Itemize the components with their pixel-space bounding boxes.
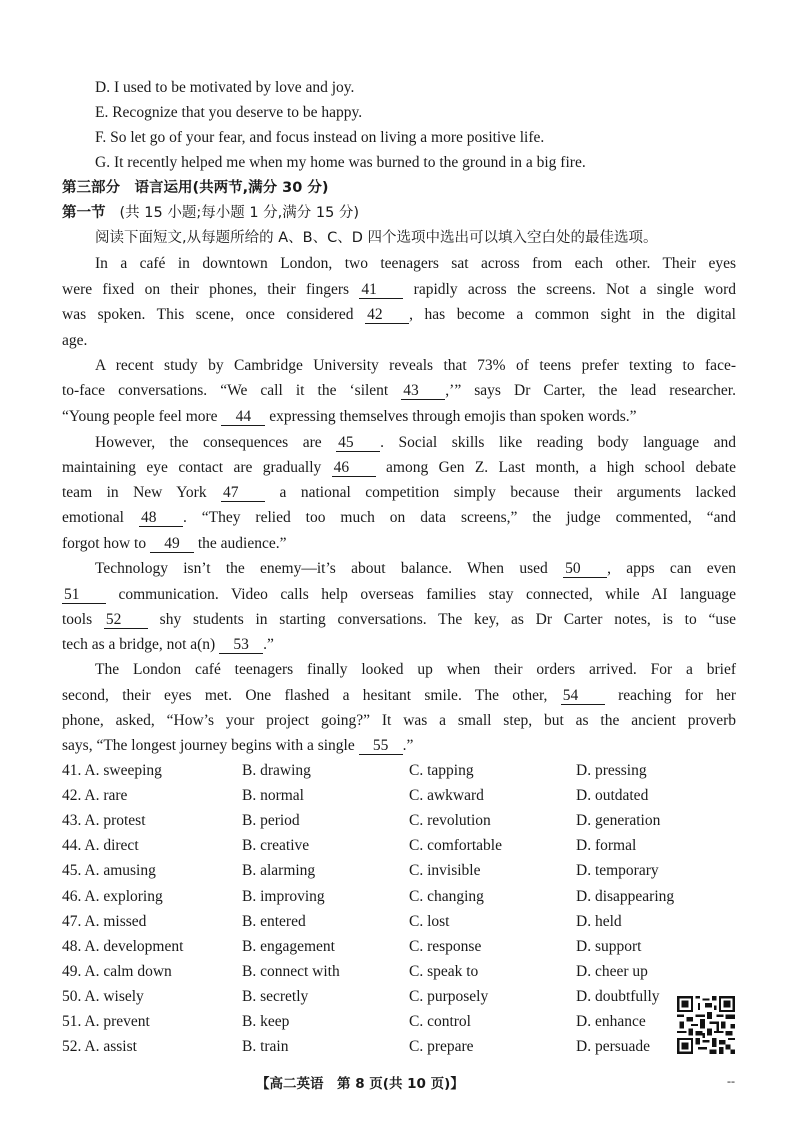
answer-row xyxy=(62,987,682,1007)
answer-option-b[interactable]: B. drawing xyxy=(242,762,311,779)
answer-row xyxy=(62,912,682,932)
answer-option-b[interactable]: B. creative xyxy=(242,837,310,855)
answer-option-d[interactable]: D. outdated xyxy=(576,787,649,805)
passage-p3-line1: However, the consequences are 45 . Social skills like reading body language and xyxy=(95,434,736,451)
answer-option-a[interactable]: 50. A. wisely xyxy=(62,987,144,1005)
blank-46[interactable]: 46 xyxy=(332,460,376,477)
answer-option-d[interactable]: D. doubtfully xyxy=(576,987,660,1005)
qr-code-icon xyxy=(676,996,736,1054)
passage-p5-line1: The London café teenagers finally looked up when their orders arrived. For a brief xyxy=(95,661,736,678)
passage-p3-line3: team in New York 47 a national competition simply because their arguments lacked xyxy=(62,484,736,501)
answer-option-a[interactable]: 49. A. calm down xyxy=(62,962,172,980)
passage-p4-line1: Technology isn’t the enemy—it’s about balance. When used 50 , apps can even xyxy=(95,560,736,577)
answer-option-c[interactable]: C. prepare xyxy=(409,1038,474,1056)
passage-p5-line3: phone, asked, “How’s your project going?” It was a small step, but as the ancient proverb xyxy=(62,712,736,729)
answer-option-b[interactable]: B. normal xyxy=(242,787,304,805)
blank-55[interactable]: 55 xyxy=(359,738,403,755)
answer-row xyxy=(62,962,682,982)
answer-option-d[interactable]: D. support xyxy=(576,937,642,955)
instruction: 阅读下面短文,从每题所给的 A、B、C、D 四个选项中选出可以填入空白处的最佳选项。 xyxy=(95,230,658,246)
option-e: E. Recognize that you deserve to be happy. xyxy=(95,104,363,121)
passage-p2-line1: A recent study by Cambridge University reveals that 73% of teens prefer texting to face- xyxy=(95,357,736,374)
passage-p5-line4: says, “The longest journey begins with a single 55 .” xyxy=(62,737,414,754)
answer-option-a[interactable]: 47. A. missed xyxy=(62,912,147,930)
answer-option-d[interactable]: D. formal xyxy=(576,837,637,855)
passage-p1-line3: was spoken. This scene, once considered 42 , has become a common sight in the digital xyxy=(62,306,736,323)
answer-option-d[interactable]: D. temporary xyxy=(576,862,659,880)
answer-option-a[interactable]: 52. A. assist xyxy=(62,1038,137,1056)
answer-option-a[interactable]: 51. A. prevent xyxy=(62,1013,150,1030)
answer-option-c[interactable]: C. awkward xyxy=(409,787,484,805)
blank-54[interactable]: 54 xyxy=(561,688,605,705)
answer-option-a[interactable]: 46. A. exploring xyxy=(62,887,163,905)
answer-option-d[interactable]: D. pressing xyxy=(576,762,647,779)
option-f: F. So let go of your fear, and focus instead on living a more positive life. xyxy=(95,129,545,146)
answer-option-d[interactable]: D. generation xyxy=(576,812,661,830)
corner-mark: -- xyxy=(727,1074,735,1088)
answer-option-b[interactable]: B. keep xyxy=(242,1013,290,1030)
passage-p3-line4: emotional 48 . “They relied too much on data screens,” the judge commented, “and xyxy=(62,509,736,526)
answer-row xyxy=(62,1037,682,1057)
option-d: D. I used to be motivated by love and joy. xyxy=(95,79,355,96)
answer-option-c[interactable]: C. response xyxy=(409,937,482,955)
passage-p2-line3: “Young people feel more 44 expressing themselves through emojis than spoken words.” xyxy=(62,408,637,425)
answer-option-c[interactable]: C. revolution xyxy=(409,812,491,830)
answer-option-d[interactable]: D. disappearing xyxy=(576,887,675,905)
passage-p4-line3: tools 52 shy students in starting conversations. The key, as Dr Carter notes, is to “use xyxy=(62,611,736,628)
answer-option-a[interactable]: 43. A. protest xyxy=(62,812,146,830)
answer-option-b[interactable]: B. train xyxy=(242,1038,289,1056)
answer-row xyxy=(62,861,682,881)
passage-p1-line1: In a café in downtown London, two teenagers sat across from each other. Their eyes xyxy=(95,255,736,272)
answer-option-c[interactable]: C. control xyxy=(409,1013,471,1030)
passage-p4-line4: tech as a bridge, not a(n) 53 .” xyxy=(62,636,274,653)
passage-p5-line2: second, their eyes met. One flashed a hesitant smile. The other, 54 reaching for her xyxy=(62,687,736,704)
answer-option-d[interactable]: D. persuade xyxy=(576,1038,651,1056)
section1-title: 第一节 xyxy=(62,205,106,221)
answer-option-b[interactable]: B. alarming xyxy=(242,862,316,880)
blank-48[interactable]: 48 xyxy=(139,510,183,527)
passage-p3-line2: maintaining eye contact are gradually 46 among Gen Z. Last month, a high school debate xyxy=(62,459,736,476)
option-g: G. It recently helped me when my home was burned to the ground in a big fire. xyxy=(95,154,586,171)
passage-p4-line2: 51 communication. Video calls help overseas families stay connected, while AI language xyxy=(64,586,736,603)
blank-51[interactable]: 51 xyxy=(62,587,106,604)
answer-option-c[interactable]: C. lost xyxy=(409,912,450,930)
blank-44[interactable]: 44 xyxy=(221,409,265,426)
answer-option-b[interactable]: B. secretly xyxy=(242,987,309,1005)
page-footer: 【高二英语 第 8 页(共 10 页)】 xyxy=(256,1076,464,1092)
answer-option-b[interactable]: B. connect with xyxy=(242,962,340,980)
blank-52[interactable]: 52 xyxy=(104,612,148,629)
passage-p2-line2: to-face conversations. “We call it the ‘silent 43 ,’” says Dr Carter, the lead researcher. xyxy=(62,382,736,399)
answer-option-d[interactable]: D. cheer up xyxy=(576,962,648,980)
passage-p1-line2: were fixed on their phones, their fingers 41 rapidly across the screens. Not a single word xyxy=(62,281,736,298)
answer-row xyxy=(62,836,682,856)
blank-43[interactable]: 43 xyxy=(401,383,445,400)
blank-42[interactable]: 42 xyxy=(365,307,409,324)
part3-title: 第三部分 语言运用(共两节,满分 30 分) xyxy=(62,180,329,196)
answer-option-d[interactable]: D. enhance xyxy=(576,1013,646,1030)
answer-option-c[interactable]: C. changing xyxy=(409,887,484,905)
answer-row xyxy=(62,1012,682,1032)
section1-info: (共 15 小题;每小题 1 分,满分 15 分) xyxy=(119,205,360,221)
answer-option-a[interactable]: 45. A. amusing xyxy=(62,862,156,880)
answer-option-a[interactable]: 42. A. rare xyxy=(62,787,128,805)
answer-option-c[interactable]: C. invisible xyxy=(409,862,481,880)
answer-row xyxy=(62,937,682,957)
blank-45[interactable]: 45 xyxy=(336,435,380,452)
blank-49[interactable]: 49 xyxy=(150,536,194,553)
answer-option-c[interactable]: C. comfortable xyxy=(409,837,502,855)
answer-option-b[interactable]: B. period xyxy=(242,812,300,830)
answer-row xyxy=(62,786,682,806)
answer-row xyxy=(62,887,682,907)
blank-47[interactable]: 47 xyxy=(221,485,265,502)
answer-option-b[interactable]: B. engagement xyxy=(242,937,335,955)
blank-41[interactable]: 41 xyxy=(359,282,403,299)
answer-row xyxy=(62,811,682,831)
answer-option-c[interactable]: C. purposely xyxy=(409,987,489,1005)
answer-option-c[interactable]: C. speak to xyxy=(409,962,479,980)
blank-53[interactable]: 53 xyxy=(219,637,263,654)
answer-option-b[interactable]: B. entered xyxy=(242,912,306,930)
passage-p1-line4: age. xyxy=(62,332,88,349)
answer-option-c[interactable]: C. tapping xyxy=(409,762,474,779)
answer-option-b[interactable]: B. improving xyxy=(242,887,325,905)
answer-option-a[interactable]: 44. A. direct xyxy=(62,837,139,855)
answer-option-a[interactable]: 48. A. development xyxy=(62,937,184,955)
answer-option-d[interactable]: D. held xyxy=(576,912,622,930)
answer-row xyxy=(62,761,682,781)
passage-p3-line5: forgot how to 49 the audience.” xyxy=(62,535,287,552)
answer-option-a[interactable]: 41. A. sweeping xyxy=(62,762,162,779)
blank-50[interactable]: 50 xyxy=(563,561,607,578)
section1-heading xyxy=(62,203,359,223)
